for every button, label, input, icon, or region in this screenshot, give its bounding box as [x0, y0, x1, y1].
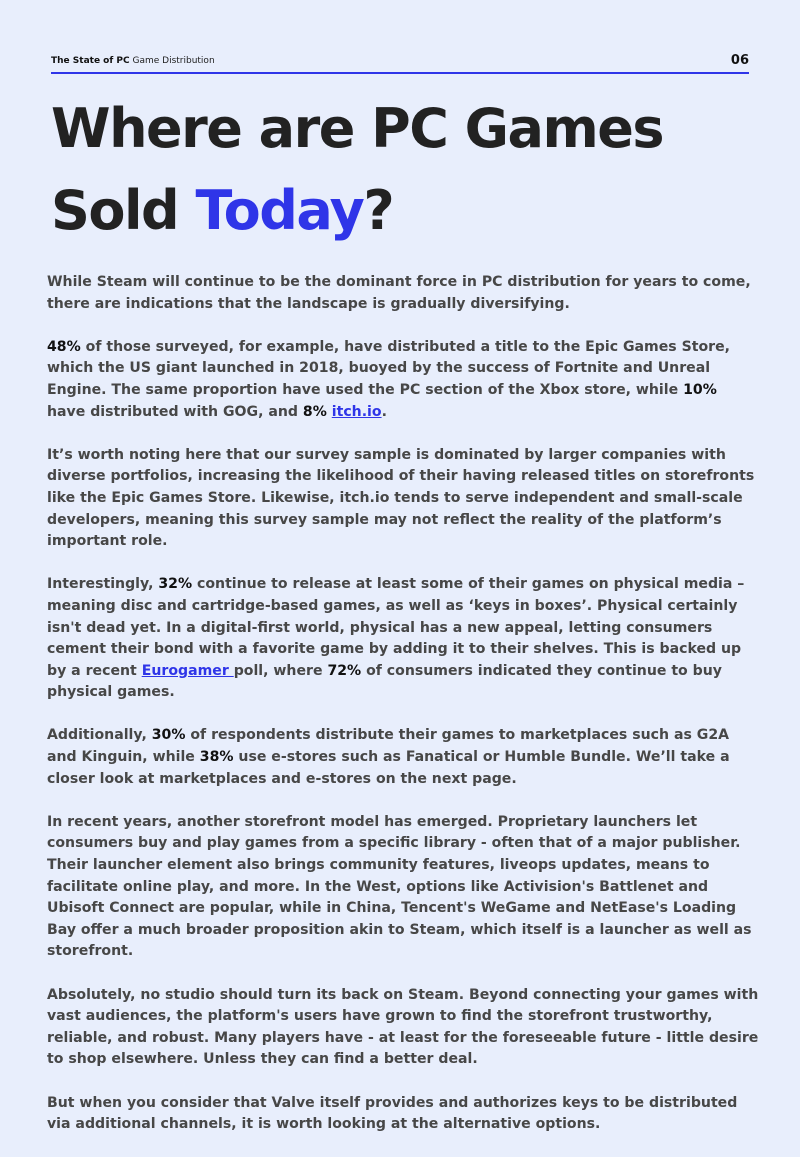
stat-physical: 32% [158, 576, 193, 593]
paragraph-intro: While Steam will continue to be the dominant force in PC distribution for years to come, there are indications that the landscape is gradually diversifying. [47, 274, 751, 312]
title-line-2-suffix: ? [363, 179, 394, 242]
paragraph-conclusion: But when you consider that Valve itself provides and authorizes keys to be distributed via additional channels, it is worth looking at the alternative options. [47, 1094, 738, 1133]
paragraph-launchers: In recent years, another storefront model has emerged. Proprietary launchers let consumers buy and play games from a specific library - often that of a major publisher. Their launcher element also brings community features, liveops updates, means to facilitate online play, and more. In the West, options like Activision's Battlenet and Ubisoft Connect are popular, while in China, Tencent's WeGame and NetEase's Loading Bay offer a much broader proposition akin to Steam, which itself is a launcher as well as storefront. [47, 813, 752, 960]
itch-io-link[interactable]: itch.io [331, 403, 382, 420]
paragraph-text: Interestingly, [47, 576, 159, 593]
paragraph-text: have distributed with GOG, and [47, 403, 303, 420]
page-header [51, 52, 749, 72]
stat-gog: 10% [683, 381, 717, 398]
paragraph-text: use e-stores such as Fanatical or Humble Bundle. We’ll take a closer look at marketplaces and e-stores on the next page. [47, 749, 730, 787]
report-title-bold: The State of PC [51, 56, 130, 66]
page-number: 06 [730, 53, 749, 68]
title-line-1: Where are PC Games [51, 97, 663, 160]
paragraph-text: . [381, 403, 387, 420]
stat-buy-physical: 72% [327, 662, 362, 679]
stat-epic: 48% [47, 338, 81, 355]
paragraph-marketplaces [47, 725, 759, 790]
article-body [47, 272, 759, 1157]
stat-estores: 38% [199, 749, 234, 766]
stat-itch: 8% [302, 403, 327, 420]
paragraph-text: of consumers indicated they continue to buy physical games. [47, 662, 722, 701]
paragraph-text: Additionally, [47, 727, 152, 744]
paragraph-steam: Absolutely, no studio should turn its back on Steam. Beyond connecting your games with vast audiences, the platform's users have grown to find the storefront trustworthy, reliable, and robust. Many players have - at least for the foreseeable future - little desire to shop elsewhere. Unless they can find a better deal. [47, 986, 759, 1068]
title-accent-word: Today [195, 179, 364, 242]
paragraph-sample-note: It’s worth noting here that our survey sample is dominated by larger companies with diverse portfolios, increasing the likelihood of their having released titles on storefronts like the Epic Games Store. Likewise, itch.io tends to serve independent and small-scale developers, meaning this survey sample may not reflect the reality of the platform’s important role. [47, 446, 755, 550]
stat-marketplaces: 30% [151, 727, 186, 744]
report-title-rest: Game Distribution [129, 56, 215, 66]
eurogamer-link[interactable]: Eurogamer [141, 662, 234, 679]
paragraph-physical [47, 574, 759, 704]
title-line-2-prefix: Sold [51, 179, 196, 242]
paragraph-storefronts [47, 337, 759, 423]
paragraph-text: of respondents distribute their games to marketplaces such as G2A and Kinguin, while [47, 727, 730, 766]
header-divider [51, 72, 749, 74]
page-title [51, 88, 663, 252]
paragraph-text: continue to release at least some of their games on physical media – meaning disc and cartridge-based games, as well as ‘keys in boxes’. Physical certainly isn't dead yet. In a digital-first world, physical has a new appeal, letting consumers cement their bond with a favorite game by adding it to their shelves. This is backed up by a recent [47, 576, 745, 679]
paragraph-text: poll, where [233, 662, 328, 679]
paragraph-text: of those surveyed, for example, have distributed a title to the Epic Games Store, which the US giant launched in 2018, buoyed by the success of Fortnite and Unreal Engine. The same proportion have used the PC section of the Xbox store, while [47, 338, 731, 398]
report-title [51, 56, 215, 66]
